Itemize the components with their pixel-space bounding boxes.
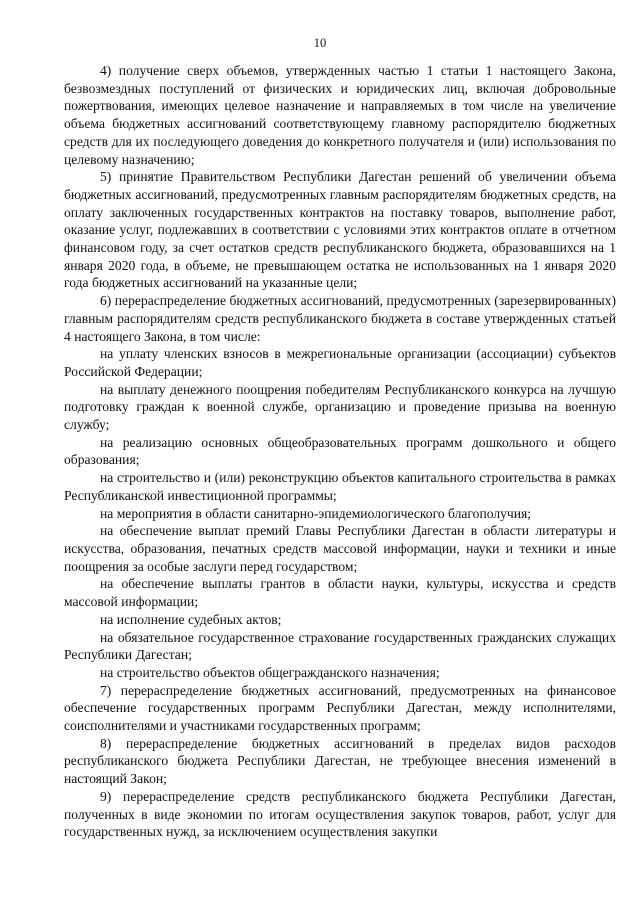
paragraph: 6) перераспределение бюджетных ассигнований, предусмотренных (зарезервированных) главным распорядителям средств республиканского бюджета в составе утвержденных статьей 4 настоящего Закона, в том числе:	[64, 293, 616, 344]
paragraph: на обеспечение выплат премий Главы Республики Дагестан в области литературы и искусства, образования, печатных средств массовой информации, науки и техники и иные поощрения за особые заслуги перед государством;	[64, 523, 616, 574]
paragraph: на строительство объектов общегражданского назначения;	[100, 664, 440, 680]
paragraph: 9) перераспределение средств республиканского бюджета Республики Дагестан, полученных в виде экономии по итогам осуществления закупок товаров, работ, услуг для государственных нужд, за исключением осуществления закупки	[64, 788, 616, 840]
paragraph: на выплату денежного поощрения победителям Республиканского конкурса на лучшую подготовку граждан к военной службе, организацию и проведение призыва на военную службу;	[64, 381, 616, 433]
paragraph: на уплату членских взносов в межрегиональные организации (ассоциации) субъектов Российской Федерации;	[64, 346, 616, 379]
paragraph: 4) получение сверх объемов, утвержденных частью 1 статьи 1 настоящего Закона, безвозмездных поступлений от физических и юридических лиц, включая добровольные пожертвования, имеющих целевое назначение и направляемых в том числе на увеличение объема бюджетных ассигнований соответствующему главному распорядителю бюджетных средств для их последующего доведения до конкретного получателя и (или) использования по целевому назначению;	[64, 63, 616, 167]
paragraph: на исполнение судебных актов;	[100, 611, 282, 627]
page-number: 10	[313, 36, 327, 50]
paragraph: на обеспечение выплаты грантов в области науки, культуры, искусства и средств массовой информации;	[64, 576, 616, 610]
paragraph: на строительство и (или) реконструкцию объектов капитального строительства в рамках Республиканской инвестиционной программы;	[64, 470, 616, 503]
document-body	[64, 62, 616, 841]
paragraph: на обязательное государственное страхование государственных гражданских служащих Республики Дагестан;	[64, 629, 616, 663]
paragraph: 7) перераспределение бюджетных ассигнований, предусмотренных на финансовое обеспечение государственных программ Республики Дагестан, между исполнителями, соисполнителями и участниками государственных программ;	[64, 682, 616, 734]
paragraph: на мероприятия в области санитарно-эпидемиологического благополучия;	[100, 505, 532, 521]
paragraph: на реализацию основных общеобразовательных программ дошкольного и общего образования;	[64, 434, 616, 468]
paragraph: 8) перераспределение бюджетных ассигнований в пределах видов расходов республиканского бюджета Республики Дагестан, не требующее внесения изменений в настоящий Закон;	[64, 735, 616, 787]
paragraph: 5) принятие Правительством Республики Дагестан решений об увеличении объема бюджетных ассигнований, предусмотренных главным распорядителям бюджетных средств, на оплату заключенных государственных контрактов на поставку товаров, выполнение работ, оказание услуг, подлежавших в соответствии с условиями этих контрактов оплате в отчетном финансовом году, за счет остатков средств республиканского бюджета, образовавшихся на 1 января 2020 года, в объеме, не превышающем остатка не использованных на 1 января 2020 года бюджетных ассигнований на указанные цели;	[64, 169, 616, 291]
